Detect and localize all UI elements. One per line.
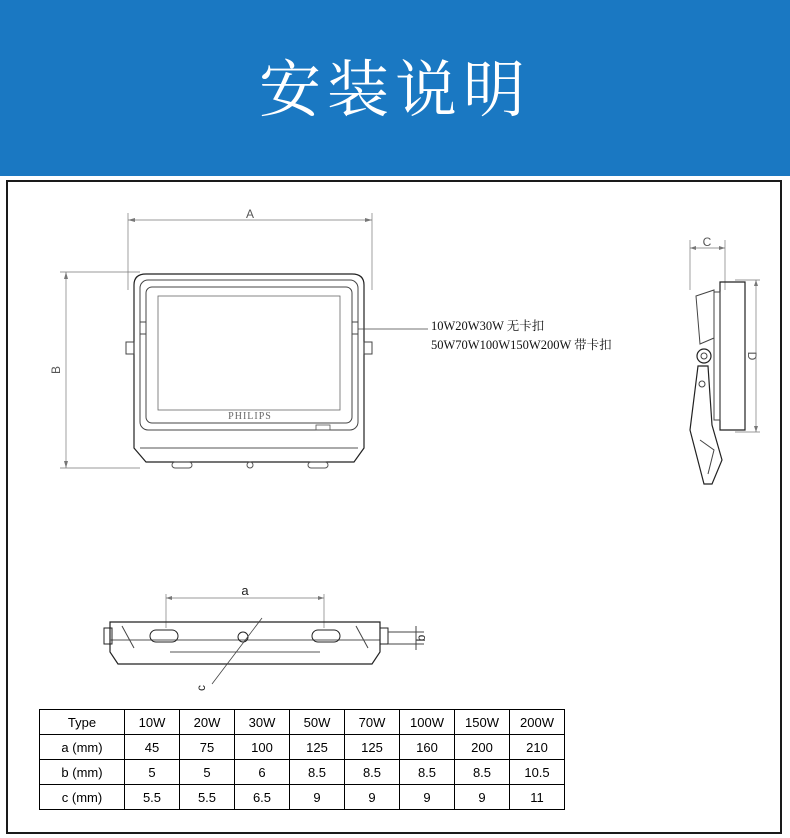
side-dim-d-label: D [745,351,759,361]
table-cell: 9 [400,785,455,810]
table-cell: 100 [235,735,290,760]
bottom-dim-c-label: c [194,685,208,691]
table-cell: 5.5 [125,785,180,810]
table-row [40,710,565,735]
front-dim-a-label: A [245,207,255,221]
front-dim-b-label: B [49,365,63,375]
table-cell: 200 [455,735,510,760]
table-cell: 10W [125,710,180,735]
table-cell: 11 [510,785,565,810]
table-cell: 100W [400,710,455,735]
table-cell: 5 [180,760,235,785]
table-cell: 8.5 [400,760,455,785]
table-cell: 160 [400,735,455,760]
table-cell: 150W [455,710,510,735]
table-cell: 9 [345,785,400,810]
row-header: b (mm) [40,760,125,785]
row-header: Type [40,710,125,735]
table-cell: 30W [235,710,290,735]
side-view [690,235,760,484]
bottom-dim-b-label: b [414,634,428,642]
table-cell: 6.5 [235,785,290,810]
table-cell: 20W [180,710,235,735]
table-cell: 5.5 [180,785,235,810]
table-cell: 8.5 [455,760,510,785]
page-title: 安装说明 [258,53,531,126]
table-row [40,760,565,785]
table-row [40,785,565,810]
side-dim-c-label: C [702,235,712,249]
table-cell: 70W [345,710,400,735]
table-cell: 10.5 [510,760,565,785]
table-cell: 125 [290,735,345,760]
table-cell: 200W [510,710,565,735]
table-cell: 75 [180,735,235,760]
bottom-view [104,583,428,691]
table-row [40,735,565,760]
row-header: a (mm) [40,735,125,760]
brand-logo-text: PHILIPS [228,411,272,422]
table-cell: 8.5 [290,760,345,785]
table-cell: 9 [455,785,510,810]
note-no-clip: 10W20W30W 无卡扣 [431,319,545,333]
table-cell: 5 [125,760,180,785]
spec-table [39,709,565,810]
front-view [49,207,428,468]
table-cell: 9 [290,785,345,810]
table-cell: 125 [345,735,400,760]
table-cell: 50W [290,710,345,735]
bottom-dim-a-label: a [241,583,249,598]
table-cell: 8.5 [345,760,400,785]
table-cell: 45 [125,735,180,760]
note-with-clip: 50W70W100W150W200W 带卡扣 [431,338,612,352]
row-header: c (mm) [40,785,125,810]
table-cell: 6 [235,760,290,785]
table-cell: 210 [510,735,565,760]
